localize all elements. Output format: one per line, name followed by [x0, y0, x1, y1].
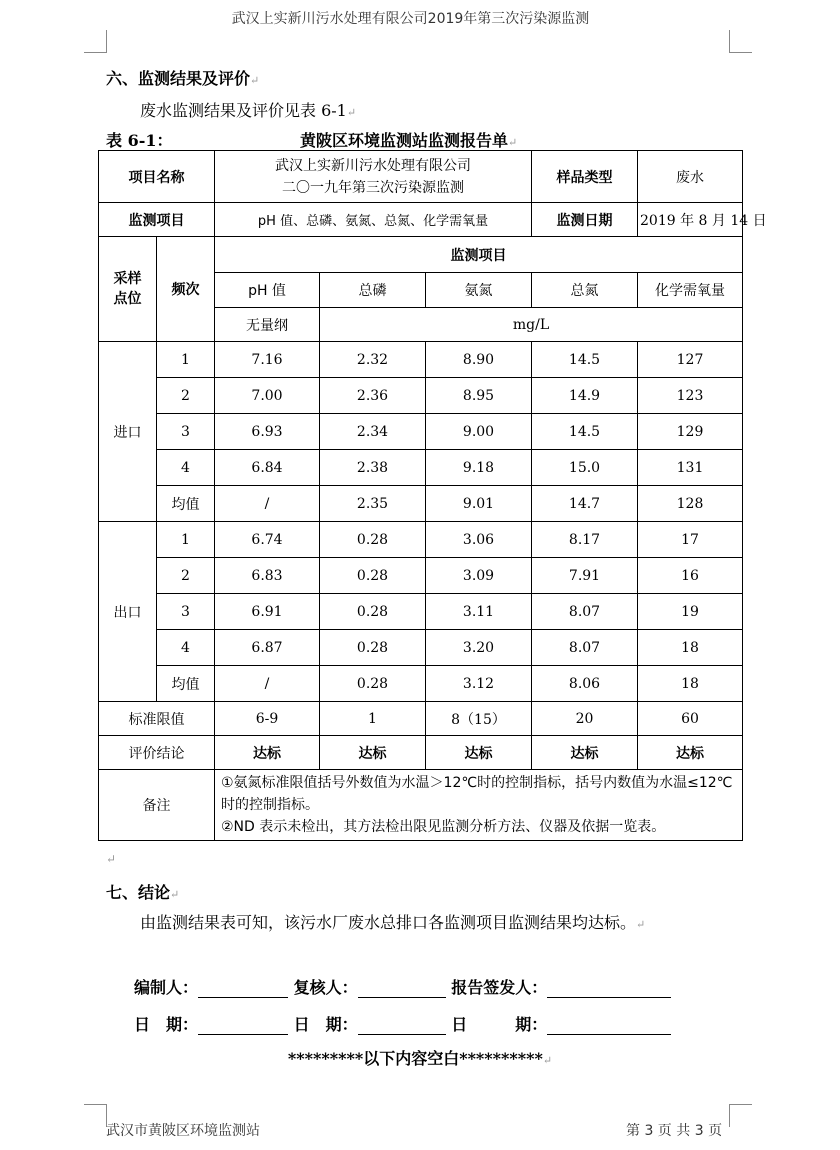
value-cell: 8.07 [532, 630, 638, 666]
remark-text: ①氨氮标准限值括号外数值为水温＞12℃时的控制指标，括号内数值为水温≤12℃时的控制指标。 ②ND 表示未检出，其方法检出限见监测分析方法、仪器及依据一览表。 [215, 770, 743, 841]
limit-cell: 20 [532, 702, 638, 736]
table-row [99, 522, 743, 558]
project-name-label: 项目名称 [99, 151, 215, 203]
remark-row [99, 770, 743, 841]
value-cell: 3.11 [426, 594, 532, 630]
date-label: 监测日期 [532, 203, 638, 237]
value-cell: 6.74 [215, 522, 320, 558]
value-cell: 3.12 [426, 666, 532, 702]
issuer-blank[interactable] [547, 979, 671, 998]
table-caption-title: 黄陂区环境监测站监测报告单↵ [300, 131, 518, 150]
crop-mark-bottom-left [84, 1104, 107, 1127]
freq-cell: 4 [157, 450, 215, 486]
eval-cell: 达标 [638, 736, 743, 770]
value-cell: 127 [638, 342, 743, 378]
value-cell: 128 [638, 486, 743, 522]
value-cell: 6.84 [215, 450, 320, 486]
value-cell: 2.36 [320, 378, 426, 414]
value-cell: 6.91 [215, 594, 320, 630]
compiler-blank[interactable] [198, 979, 288, 998]
value-cell: 0.28 [320, 594, 426, 630]
freq-label: 频次 [157, 237, 215, 342]
date-blank-2[interactable] [358, 1016, 446, 1035]
section-7-title: 七、结论↵ [106, 883, 180, 902]
value-cell: 123 [638, 378, 743, 414]
value-cell: 3.06 [426, 522, 532, 558]
table-row [99, 414, 743, 450]
page-header: 武汉上实新川污水处理有限公司2019年第三次污染源监测 [231, 11, 590, 27]
value-cell: 14.7 [532, 486, 638, 522]
signoff-row-names [134, 975, 714, 998]
compiler-label: 编制人： [134, 978, 199, 997]
value-cell: 9.01 [426, 486, 532, 522]
signoff-row-dates [134, 1012, 714, 1035]
footer-left: 武汉市黄陂区环境监测站 [106, 1123, 260, 1139]
col-header-nh3n: 氨氮 [426, 273, 532, 308]
freq-cell: 2 [157, 558, 215, 594]
table-row [99, 378, 743, 414]
table-row [99, 666, 743, 702]
eval-cell: 达标 [215, 736, 320, 770]
value-cell: 8.17 [532, 522, 638, 558]
value-cell: 6.93 [215, 414, 320, 450]
value-cell: 7.00 [215, 378, 320, 414]
outlet-label: 出口 [99, 522, 157, 702]
date-value: 2019 年 8 月 14 日 [638, 203, 743, 237]
section-7-text: 由监测结果表可知，该污水厂废水总排口各监测项目监测结果均达标。↵ [140, 913, 646, 932]
items-header: 监测项目 [215, 237, 743, 273]
date-blank-3[interactable] [547, 1016, 671, 1035]
value-cell: 131 [638, 450, 743, 486]
limit-cell: 8（15） [426, 702, 532, 736]
value-cell: 9.18 [426, 450, 532, 486]
table-row [99, 486, 743, 522]
value-cell: 18 [638, 630, 743, 666]
value-cell: 19 [638, 594, 743, 630]
issuer-label: 报告签发人： [451, 978, 548, 997]
value-cell: 2.32 [320, 342, 426, 378]
value-cell: 0.28 [320, 666, 426, 702]
value-cell: 14.9 [532, 378, 638, 414]
value-cell: 8.95 [426, 378, 532, 414]
col-header-tp: 总磷 [320, 273, 426, 308]
crop-mark-bottom-right [729, 1104, 752, 1127]
limit-label: 标准限值 [99, 702, 215, 736]
date-label-2: 日 期： [293, 1015, 358, 1034]
limit-cell: 1 [320, 702, 426, 736]
value-cell: 18 [638, 666, 743, 702]
value-cell: 2.38 [320, 450, 426, 486]
project-name-value: 武汉上实新川污水处理有限公司 二〇一九年第三次污染源监测 [215, 151, 532, 203]
table-row [99, 630, 743, 666]
value-cell: 8.07 [532, 594, 638, 630]
value-cell: 0.28 [320, 522, 426, 558]
date-label-1: 日 期： [134, 1015, 199, 1034]
unit-other: mg/L [320, 308, 743, 342]
empty-paragraph-mark: ↵ [106, 852, 117, 866]
section-6-intro: 废水监测结果及评价见表 6-1↵ [140, 101, 357, 120]
limit-cell: 6-9 [215, 702, 320, 736]
blank-notice: *********以下内容空白**********↵ [287, 1049, 553, 1068]
value-cell: / [215, 486, 320, 522]
col-header-ph: pH 值 [215, 273, 320, 308]
eval-cell: 达标 [532, 736, 638, 770]
value-cell: 14.5 [532, 342, 638, 378]
reviewer-label: 复核人： [293, 978, 358, 997]
eval-label: 评价结论 [99, 736, 215, 770]
inlet-label: 进口 [99, 342, 157, 522]
col-header-cod: 化学需氧量 [638, 273, 743, 308]
freq-cell: 3 [157, 414, 215, 450]
freq-cell: 2 [157, 378, 215, 414]
table-row [99, 450, 743, 486]
freq-cell: 1 [157, 342, 215, 378]
limit-row [99, 702, 743, 736]
value-cell: 0.28 [320, 630, 426, 666]
freq-cell: 4 [157, 630, 215, 666]
site-label: 采样 点位 [99, 237, 157, 342]
col-header-tn: 总氮 [532, 273, 638, 308]
value-cell: 7.91 [532, 558, 638, 594]
value-cell: 3.09 [426, 558, 532, 594]
eval-cell: 达标 [320, 736, 426, 770]
items-label: 监测项目 [99, 203, 215, 237]
eval-cell: 达标 [426, 736, 532, 770]
value-cell: 2.35 [320, 486, 426, 522]
value-cell: 129 [638, 414, 743, 450]
value-cell: 0.28 [320, 558, 426, 594]
value-cell: 3.20 [426, 630, 532, 666]
sample-type-label: 样品类型 [532, 151, 638, 203]
value-cell: 8.90 [426, 342, 532, 378]
monitoring-report-table [98, 150, 767, 841]
unit-ph: 无量纲 [215, 308, 320, 342]
value-cell: 9.00 [426, 414, 532, 450]
freq-cell: 3 [157, 594, 215, 630]
reviewer-blank[interactable] [358, 979, 446, 998]
limit-cell: 60 [638, 702, 743, 736]
footer-right: 第 3 页 共 3 页 [626, 1123, 723, 1139]
value-cell: 17 [638, 522, 743, 558]
table-row [99, 558, 743, 594]
sample-type-value: 废水 [638, 151, 743, 203]
value-cell: 14.5 [532, 414, 638, 450]
crop-mark-top-right [729, 30, 752, 53]
table-caption-label: 表 6-1： [106, 131, 173, 150]
table-row [99, 594, 743, 630]
remark-label: 备注 [99, 770, 215, 841]
value-cell: 7.16 [215, 342, 320, 378]
value-cell: 15.0 [532, 450, 638, 486]
freq-cell: 均值 [157, 666, 215, 702]
value-cell: 2.34 [320, 414, 426, 450]
table-row [99, 342, 743, 378]
section-6-title: 六、监测结果及评价↵ [106, 69, 260, 88]
value-cell: / [215, 666, 320, 702]
date-label-3: 日 期： [451, 1015, 548, 1034]
value-cell: 6.83 [215, 558, 320, 594]
freq-cell: 1 [157, 522, 215, 558]
value-cell: 16 [638, 558, 743, 594]
freq-cell: 均值 [157, 486, 215, 522]
crop-mark-top-left [84, 30, 107, 53]
date-blank-1[interactable] [198, 1016, 288, 1035]
evaluation-row [99, 736, 743, 770]
items-value: pH 值、总磷、氨氮、总氮、化学需氧量 [215, 203, 532, 237]
value-cell: 6.87 [215, 630, 320, 666]
value-cell: 8.06 [532, 666, 638, 702]
